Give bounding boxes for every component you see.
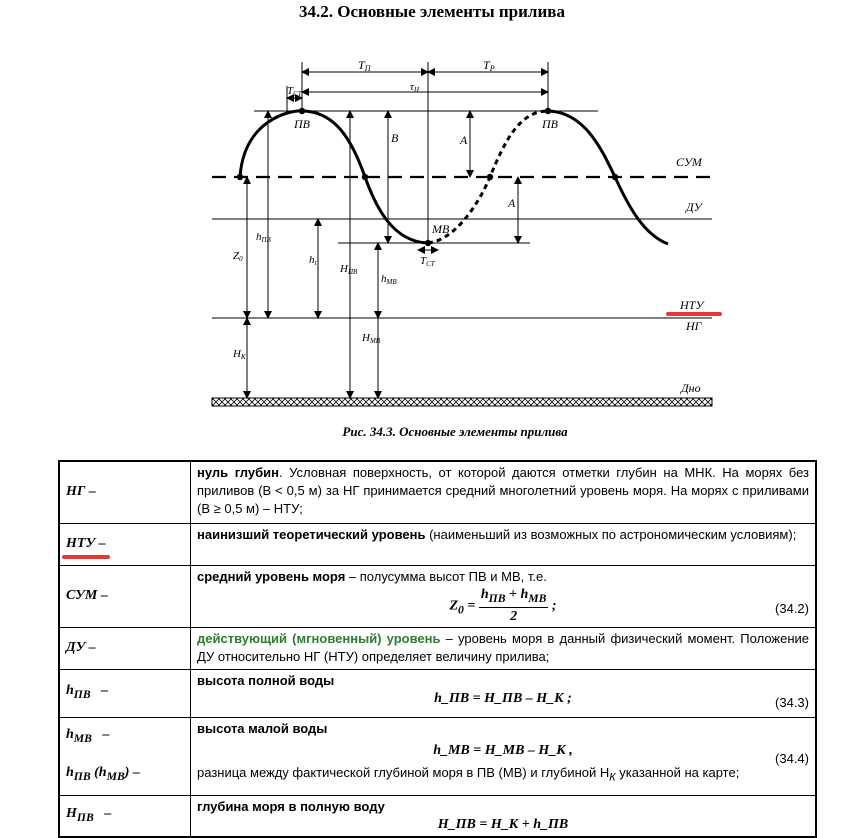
definitions-table bbox=[58, 460, 817, 838]
table-row bbox=[59, 523, 816, 565]
table-row bbox=[59, 565, 816, 627]
term-cell: $h_{ПВ}$ – bbox=[59, 669, 191, 717]
term-cell: $H_{ПВ}$ – bbox=[59, 795, 191, 837]
formula-z0: $Z_0$ = $\frac{h_{ПВ} + h_{МВ}}{2}$ ; (34.2) bbox=[449, 586, 809, 625]
label-Hpv: HПВ bbox=[340, 263, 358, 276]
seabed bbox=[212, 398, 712, 406]
label-tst-top: TСТ bbox=[287, 85, 302, 98]
label-ht: ht bbox=[309, 254, 317, 267]
term-cell: $h_{МВ}$ – $h_{ПВ}$ $(h_{МВ})$ – bbox=[59, 717, 191, 795]
table-row bbox=[59, 717, 816, 795]
definition-cell: действующий (мгновенный) уровень – уровень моря в данный физический момент. Положение ДУ относительно НГ (НТУ) определяет величину прилива; bbox=[191, 627, 817, 669]
label-mv: МВ bbox=[432, 222, 450, 236]
definition-cell: нуль глубин. Условная поверхность, от которой даются отметки глубин на МНК. На морях без приливов (В < 0,5 м) за НГ принимается средний многолетний уровень моря. На морях с приливами (В ≥ 0,5 м) – НТУ; bbox=[191, 461, 817, 523]
formula-Hpv: H_ПВ = H_К + h_ПВ bbox=[437, 816, 569, 832]
label-du: ДУ bbox=[686, 200, 702, 214]
label-Hk: HК bbox=[233, 348, 246, 361]
term-cell: ДУ – bbox=[59, 627, 191, 669]
table-row bbox=[59, 795, 816, 837]
label-dno: Дно bbox=[681, 381, 701, 395]
label-tst-bottom: TСТ bbox=[420, 255, 435, 268]
formula-hpv: h_ПВ = H_ПВ – H_К ; (34.3) bbox=[434, 690, 809, 710]
label-tp: TП bbox=[358, 58, 371, 73]
label-z0: Z0 bbox=[233, 250, 243, 263]
label-ntu: НТУ bbox=[680, 298, 704, 312]
definition-cell: глубина моря в полную воду H_ПВ = H_К + h_ПВ bbox=[191, 795, 817, 837]
label-Hmv: HМВ bbox=[362, 332, 381, 345]
label-pv-2: ПВ bbox=[542, 117, 558, 131]
table-row bbox=[59, 627, 816, 669]
label-hpv: hПВ bbox=[256, 231, 271, 244]
label-a-1: A bbox=[460, 133, 468, 147]
label-a-2: A bbox=[508, 196, 516, 210]
label-ng: НГ bbox=[686, 319, 702, 333]
point-sum-3 bbox=[487, 174, 493, 180]
point-sum-2 bbox=[362, 174, 368, 180]
table-row bbox=[59, 461, 816, 523]
label-sum: СУМ bbox=[676, 155, 702, 169]
label-hmv: hМВ bbox=[381, 273, 397, 286]
term-cell: НГ – bbox=[59, 461, 191, 523]
label-tau: τН bbox=[410, 81, 419, 94]
figure-caption: Рис. 34.3. Основные элементы прилива bbox=[342, 424, 568, 439]
page-title: 34.2. Основные элементы прилива bbox=[299, 2, 565, 21]
term-cell: НТУ – bbox=[59, 523, 191, 565]
definition-cell: высота малой воды h_МВ = H_МВ – H_К , (34.4) разница между фактической глубиной моря в ПВ (МВ) и глубиной $H_К$ указанной на карте; bbox=[191, 717, 817, 795]
label-b: В bbox=[391, 131, 399, 145]
point-sum-4 bbox=[612, 174, 618, 180]
definition-cell: наинизший теоретический уровень (наименьший из возможных по астрономическим условиям); bbox=[191, 523, 817, 565]
point-sum-1 bbox=[237, 174, 243, 180]
label-pv-1: ПВ bbox=[294, 117, 310, 131]
definition-cell: средний уровень моря – полусумма высот ПВ и МВ, т.е. $Z_0$ = $\frac{h_{ПВ} + h_{МВ}}{2}$ ; (34.2) bbox=[191, 565, 817, 627]
table-row bbox=[59, 669, 816, 717]
definition-cell: высота полной воды h_ПВ = H_ПВ – H_К ; (34.3) bbox=[191, 669, 817, 717]
formula-hmv: h_МВ = H_МВ – H_К , (34.4) bbox=[433, 742, 809, 766]
label-tr: TР bbox=[483, 58, 495, 73]
term-cell: СУМ – bbox=[59, 565, 191, 627]
